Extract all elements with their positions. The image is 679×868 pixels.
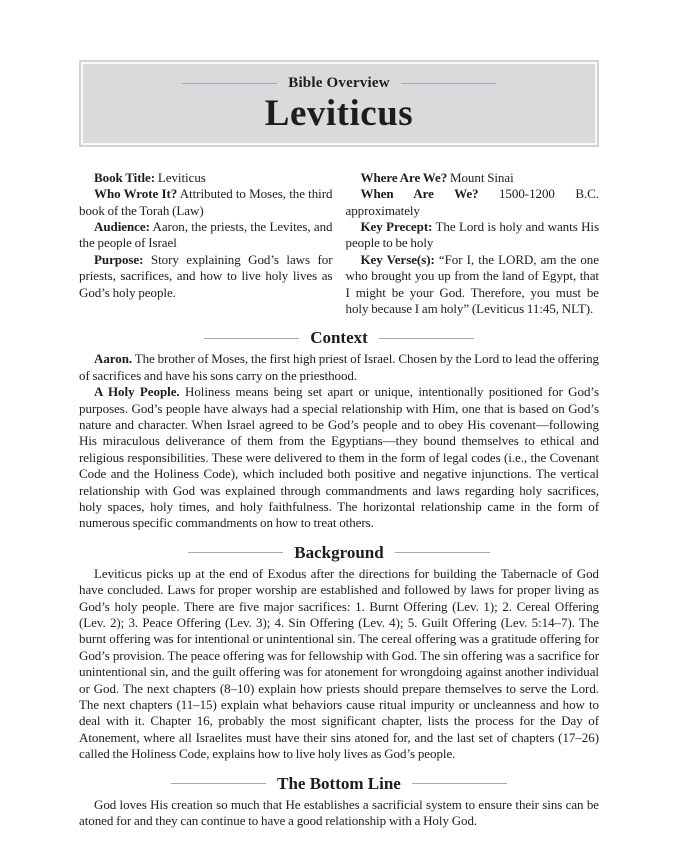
info-label: Key Verse(s): <box>360 251 435 267</box>
paragraph-text: The brother of Moses, the first high priest of Israel. Chosen by the Lord to lead the offering of sacrifices and have his sons carry on the priesthood. <box>79 351 599 383</box>
section-heading-row <box>79 328 599 348</box>
info-column-left <box>79 170 333 318</box>
divider-rule <box>171 783 266 784</box>
info-item-purpose <box>79 252 333 301</box>
info-text: Mount Sinai <box>449 169 514 185</box>
section-context <box>79 328 599 531</box>
section-title: Context <box>310 328 368 348</box>
paragraph-lead: Aaron. <box>94 351 133 367</box>
info-item-when-are-we <box>346 186 600 219</box>
paragraph <box>79 566 599 763</box>
divider-rule <box>401 83 496 84</box>
title-banner <box>79 60 599 147</box>
info-label: Audience: <box>94 218 150 234</box>
paragraph <box>79 351 599 384</box>
paragraph <box>79 797 599 830</box>
info-item-key-verses <box>346 252 600 318</box>
divider-rule <box>412 783 507 784</box>
info-text: “For I, the LORD, am the one who brought you up from the land of Egypt, that I might be your God. Therefore, you must be holy because I am holy” (Leviticus 11:45, NLT). <box>345 251 599 316</box>
info-label: When Are We? <box>360 186 479 202</box>
info-item-key-precept <box>346 219 600 252</box>
section-background <box>79 543 599 763</box>
info-label: Key Precept: <box>360 218 433 234</box>
section-title: Background <box>294 542 384 562</box>
paragraph-text: God loves His creation so much that He establishes a sacrificial system to ensure their sins can be atoned for and they can continue to have a good relationship with a Holy God. <box>79 796 599 829</box>
info-label: Book Title: <box>94 169 156 185</box>
info-item-where-are-we <box>346 170 600 186</box>
info-label: Purpose: <box>94 251 144 267</box>
info-column-right <box>346 170 600 318</box>
info-item-book-title <box>79 170 333 186</box>
divider-rule <box>395 552 490 553</box>
section-title: The Bottom Line <box>277 773 401 793</box>
divider-rule <box>182 83 277 84</box>
section-bottom-line <box>79 774 599 830</box>
series-kicker: Bible Overview <box>288 75 390 91</box>
info-text: Attributed to Moses, the third book of the Torah (Law) <box>79 186 333 218</box>
info-text: Story explaining God’s laws for priests, sacrifices, and how to live holy lives as God’s holy people. <box>79 251 333 300</box>
section-heading-row <box>79 774 599 794</box>
info-grid <box>79 170 599 318</box>
info-text: Leviticus <box>157 169 206 185</box>
info-label: Who Wrote It? <box>94 186 178 202</box>
info-item-audience <box>79 219 333 252</box>
kicker-row <box>81 75 597 92</box>
section-heading-row <box>79 543 599 563</box>
info-item-who-wrote-it <box>79 186 333 219</box>
divider-rule <box>188 552 283 553</box>
info-text: The Lord is holy and wants His people to be holy <box>345 218 599 251</box>
book-title: Leviticus <box>264 93 414 134</box>
paragraph-lead: A Holy People. <box>94 384 180 400</box>
divider-rule <box>379 338 474 339</box>
paragraph <box>79 384 599 532</box>
info-text: Aaron, the priests, the Levites, and the people of Israel <box>79 218 333 251</box>
paragraph-text: Leviticus picks up at the end of Exodus after the directions for building the Tabernacle of God have concluded. Laws for proper worship are established and followed by laws for proper living as God’s holy people. There are five major sacrifices: 1. Burnt Offering (Lev. 1); 2. Cereal Offering (Lev. 2); 3. Peace Offering (Lev. 3); 4. Sin Offering (Lev. 4); 5. Guilt Offering (Lev. 5:14–7). The burnt offering was for intentional or unintentional sin. The cereal offering was a gratitude offering for God’s provision. The peace offering was for fellowship with God. The sin offering was a sacrifice for unintentional sin, and the guilt offering was for atonement for wrongdoing against another individual or God. The next chapters (8–10) explain how priests should prepare themselves to serve the Lord. The next chapters (11–15) explain what behaviors cause ritual impurity or uncleanness and how to deal with it. Chapter 16, probably the most significant chapter, lists the process for the Day of Atonement, where all Israelites must have their sins atoned for, and the last set of chapters (17–26) called the Holiness Code, explains how to live holy lives as God’s people. <box>79 565 599 762</box>
paragraph-text: Holiness means being set apart or unique, intentionally positioned for God’s purposes. God’s people have always had a special relationship with Him, one that is based on God’s nature and character. When Israel agreed to be God’s people and to obey His covenant—following His miraculous deliverance of them from the Egyptians—they bound themselves to ethical and religious responsibilities. These were delivered to them in the form of legal codes (i.e., the Covenant Code and the Holiness Code), which included both positive and negative injunctions. The vertical relationship with God was explained through commandments and laws regarding holy sacrifices, holy spaces, holy times, and holy faithfulness. The horizontal relationship came in the form of numerous specific commandments on how to treat others. <box>79 384 599 531</box>
divider-rule <box>204 338 299 339</box>
info-label: Where Are We? <box>360 169 448 185</box>
info-text: 1500-1200 B.C. approximately <box>345 186 599 218</box>
